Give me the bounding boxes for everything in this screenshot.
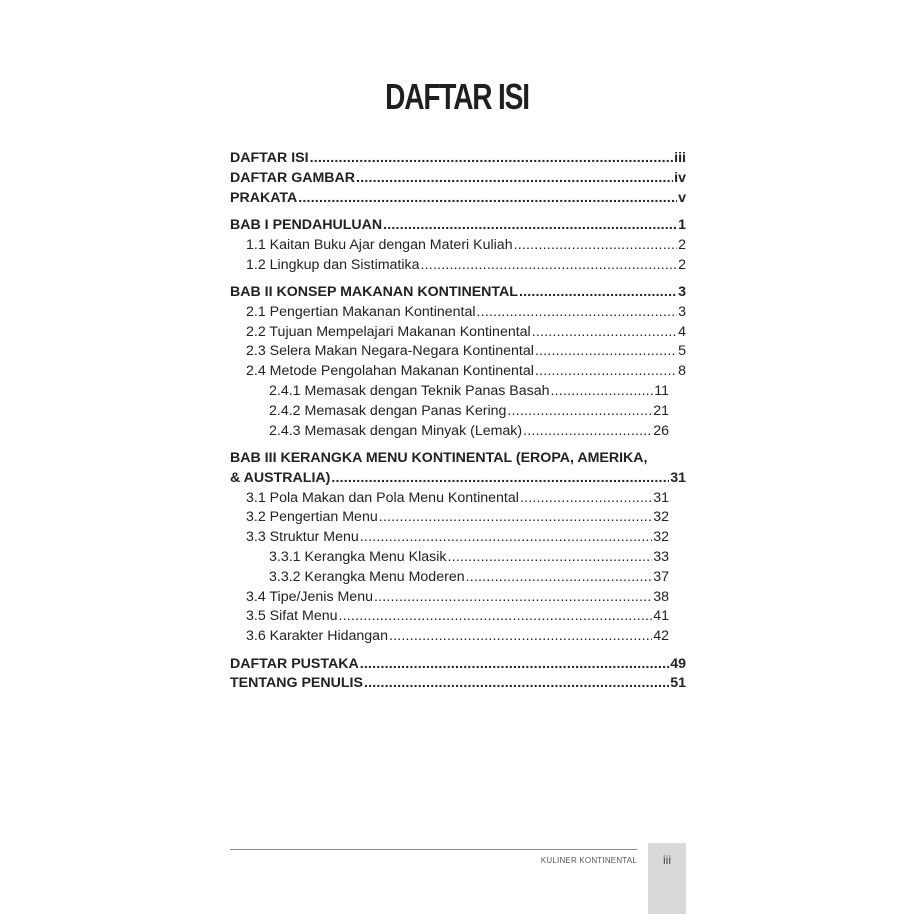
- toc-entry-page: 31: [653, 489, 669, 506]
- toc-entry-label: TENTANG PENULIS: [230, 675, 363, 692]
- footer-page-number: iii: [663, 853, 671, 867]
- toc-entry-2-3: [230, 342, 686, 362]
- dot-leader: [466, 568, 653, 588]
- dot-leader: [310, 149, 674, 169]
- toc-entry-bab-1: [230, 216, 686, 236]
- toc-entry-page: 8: [678, 363, 686, 380]
- dot-leader: [379, 508, 652, 528]
- toc-entry-1-2: [230, 256, 686, 276]
- toc-entry-label: 3.3 Struktur Menu: [246, 529, 359, 546]
- toc-entry-label: PRAKATA: [230, 189, 298, 206]
- dot-leader: [551, 382, 654, 402]
- toc-entry-page: 2: [678, 236, 686, 253]
- dot-leader: [535, 342, 677, 362]
- dot-leader: [523, 422, 652, 442]
- toc-entry-3-1: [230, 489, 686, 509]
- toc-entry-tentang-penulis: [230, 674, 686, 694]
- toc-entry-3-4: [230, 588, 686, 608]
- toc-entry-label: BAB II KONSEP MAKANAN KONTINENTAL: [230, 283, 518, 300]
- toc-entry-page: 4: [678, 323, 686, 340]
- toc-entry-page: 11: [654, 382, 669, 399]
- toc-entry-page: 1: [678, 216, 686, 233]
- toc-entry-page: 37: [653, 568, 669, 585]
- toc-entry-2-4-3: [230, 422, 686, 442]
- toc-entry-label: 3.2 Pengertian Menu: [246, 509, 378, 526]
- dot-leader: [360, 528, 652, 548]
- toc-entry-2-1: [230, 303, 686, 323]
- toc-entry-label: 1.2 Lingkup dan Sistimatika: [246, 256, 420, 273]
- toc-entry-page: v: [678, 189, 686, 206]
- page-title: DAFTAR ISI: [385, 76, 529, 117]
- toc-entry-daftar-gambar: [230, 169, 686, 189]
- dot-leader: [331, 469, 669, 489]
- toc-entry-page: 5: [678, 343, 686, 360]
- dot-leader: [383, 216, 677, 236]
- toc-entry-label: 2.2 Tujuan Mempelajari Makanan Kontinental: [246, 323, 531, 340]
- dot-leader: [356, 169, 673, 189]
- dot-leader: [374, 588, 652, 608]
- toc-entry-label: 2.4.2 Memasak dengan Panas Kering: [269, 402, 507, 419]
- toc-entry-label: DAFTAR GAMBAR: [230, 169, 356, 186]
- toc-entry-3-3: [230, 528, 686, 548]
- toc-entry-page: 32: [653, 529, 669, 546]
- toc-entry-3-3-1: [230, 548, 686, 568]
- toc-entry-label: 2.4.3 Memasak dengan Minyak (Lemak): [269, 422, 523, 439]
- toc-entry-label: 2.3 Selera Makan Negara-Negara Kontinental: [246, 343, 534, 360]
- toc-entry-3-3-2: [230, 568, 686, 588]
- toc-entry-3-2: [230, 508, 686, 528]
- toc-entry-page: 2: [678, 256, 686, 273]
- toc-entry-page: 31: [670, 469, 686, 486]
- toc-entry-page: 32: [653, 509, 669, 526]
- dot-leader: [532, 323, 677, 343]
- toc-entry-page: 38: [653, 588, 669, 605]
- dot-leader: [360, 655, 669, 675]
- dot-leader: [421, 256, 678, 276]
- toc-entry-page: 41: [653, 608, 669, 625]
- toc-entry-label: 1.1 Kaitan Buku Ajar dengan Materi Kuliah: [246, 236, 513, 253]
- toc-entry-page: 21: [653, 402, 669, 419]
- toc-entry-page: 49: [670, 655, 686, 672]
- toc-entry-daftar-pustaka: [230, 655, 686, 675]
- toc-entry-2-4-1: [230, 382, 686, 402]
- toc-entry-label: 2.4.1 Memasak dengan Teknik Panas Basah: [269, 382, 550, 399]
- toc-entry-prakata: [230, 189, 686, 209]
- toc-entry-label: 2.4 Metode Pengolahan Makanan Kontinental: [246, 363, 534, 380]
- toc-entry-bab-3-line-1: BAB III KERANGKA MENU KONTINENTAL (EROPA, AMERIKA,: [230, 449, 648, 466]
- dot-leader: [477, 303, 678, 323]
- dot-leader: [514, 236, 678, 256]
- toc-entry-bab-3: [230, 469, 686, 489]
- toc-entry-3-5: [230, 607, 686, 627]
- toc-entry-2-4-2: [230, 402, 686, 422]
- dot-leader: [519, 283, 677, 303]
- toc-entry-page: 26: [653, 422, 669, 439]
- toc-entry-label: & AUSTRALIA): [230, 469, 331, 486]
- toc-entry-page: 3: [678, 283, 686, 300]
- toc-entry-label: 3.4 Tipe/Jenis Menu: [246, 588, 373, 605]
- toc-entry-1-1: [230, 236, 686, 256]
- dot-leader: [535, 362, 677, 382]
- toc-entry-label: 3.5 Sifat Menu: [246, 608, 338, 625]
- table-of-contents: [230, 149, 686, 694]
- dot-leader: [520, 489, 652, 509]
- dot-leader: [447, 548, 652, 568]
- toc-entry-2-2: [230, 323, 686, 343]
- toc-entry-label: DAFTAR ISI: [230, 150, 309, 166]
- footer-rule: [230, 849, 637, 850]
- dot-leader: [339, 607, 653, 627]
- toc-entry-label: 2.1 Pengertian Makanan Kontinental: [246, 303, 476, 320]
- dot-leader: [507, 402, 652, 422]
- toc-entry-bab-2: [230, 283, 686, 303]
- toc-entry-page: iv: [674, 169, 686, 186]
- dot-leader: [298, 189, 677, 209]
- toc-entry-label: BAB I PENDAHULUAN: [230, 216, 383, 233]
- toc-entry-label: 3.3.2 Kerangka Menu Moderen: [269, 568, 465, 585]
- toc-entry-daftar-isi: [230, 149, 686, 169]
- dot-leader: [389, 627, 652, 647]
- toc-entry-3-6: [230, 627, 686, 647]
- toc-entry-page: iii: [674, 150, 686, 166]
- toc-entry-label: DAFTAR PUSTAKA: [230, 655, 359, 672]
- toc-entry-2-4: [230, 362, 686, 382]
- toc-entry-page: 33: [653, 548, 669, 565]
- toc-entry-label: 3.3.1 Kerangka Menu Klasik: [269, 548, 447, 565]
- dot-leader: [364, 674, 669, 694]
- toc-entry-page: 3: [678, 303, 686, 320]
- toc-entry-label: 3.1 Pola Makan dan Pola Menu Kontinental: [246, 489, 519, 506]
- toc-entry-page: 42: [653, 628, 669, 645]
- toc-entry-page: 51: [670, 675, 686, 692]
- toc-entry-label: 3.6 Karakter Hidangan: [246, 628, 388, 645]
- footer-book-title: KULINER KONTINENTAL: [540, 856, 637, 865]
